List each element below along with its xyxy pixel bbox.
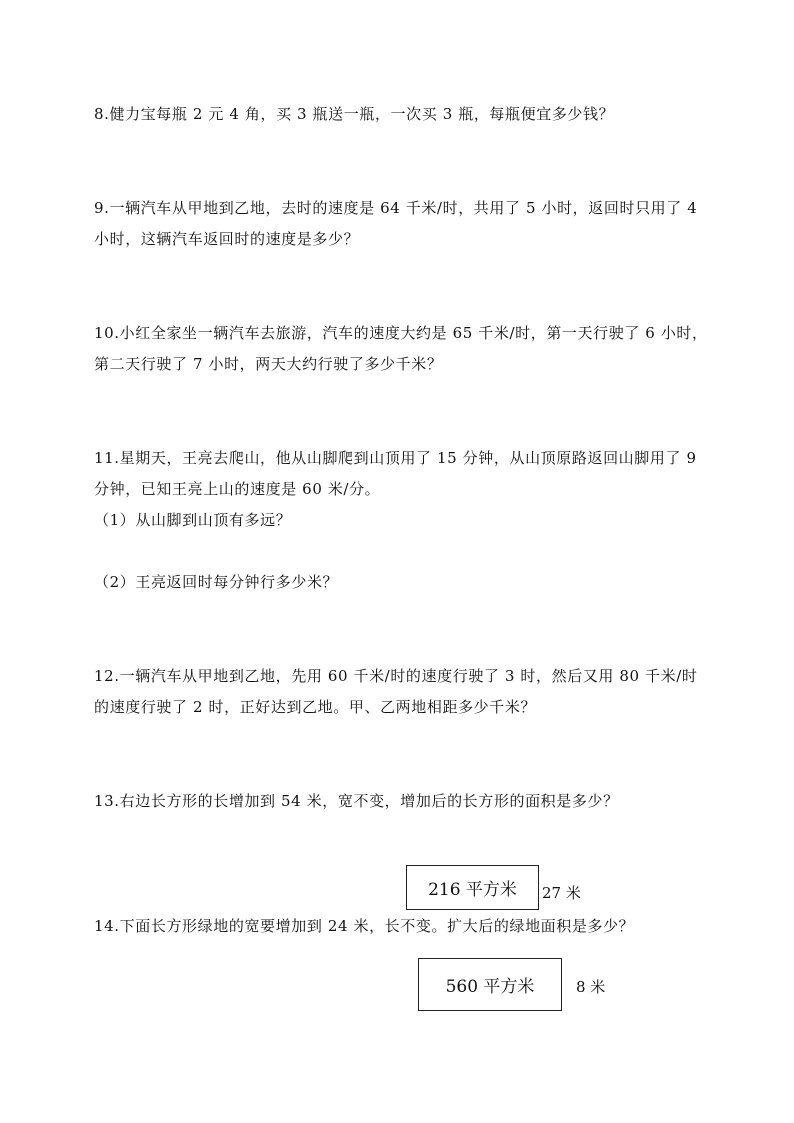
rectangle-side-label: 27 米 [542, 884, 581, 902]
question-11-line-2: 分钟，已知王亮上山的速度是 60 米/分。 [94, 480, 381, 498]
question-13-line-1: 13.右边长方形的长增加到 54 米，宽不变，增加后的长方形的面积是多少？ [94, 792, 619, 810]
question-9-line-2: 小时，这辆汽车返回时的速度是多少？ [94, 230, 360, 248]
rectangle-figure-13 [406, 865, 539, 910]
rectangle-figure-14 [418, 958, 562, 1011]
rectangle-side-label: 8 米 [576, 978, 606, 996]
question-11-line-1: 11.星期天，王亮去爬山，他从山脚爬到山顶用了 15 分钟，从山顶原路返回山脚用了 9 [94, 449, 697, 467]
rectangle-area-label: 560 平方米 [445, 977, 535, 997]
question-10-line-1: 10.小红全家坐一辆汽车去旅游，汽车的速度大约是 65 千米/时，第一天行驶了 6 小时， [94, 324, 708, 342]
question-8-line-1: 8.健力宝每瓶 2 元 4 角，买 3 瓶送一瓶，一次买 3 瓶，每瓶便宜多少钱？ [94, 105, 615, 123]
question-14-line-1: 14.下面长方形绿地的宽要增加到 24 米，长不变。扩大后的绿地面积是多少？ [94, 917, 635, 935]
question-11-sub-1: （1）从山脚到山顶有多远？ [94, 511, 292, 529]
question-9-line-1: 9.一辆汽车从甲地到乙地，去时的速度是 64 千米/时，共用了 5 小时，返回时只用了 4 [94, 199, 698, 217]
question-12-line-2: 的速度行驶了 2 时，正好达到乙地。甲、乙两地相距多少千米？ [94, 698, 537, 716]
rectangle-area-label: 216 平方米 [428, 880, 517, 900]
question-11-sub-2: （2）王亮返回时每分钟行多少米？ [94, 573, 339, 591]
question-12-line-1: 12.一辆汽车从甲地到乙地，先用 60 千米/时的速度行驶了 3 时，然后又用 80 千米/时 [94, 667, 698, 685]
question-10-line-2: 第二天行驶了 7 小时，两天大约行驶了多少千米？ [94, 355, 443, 373]
